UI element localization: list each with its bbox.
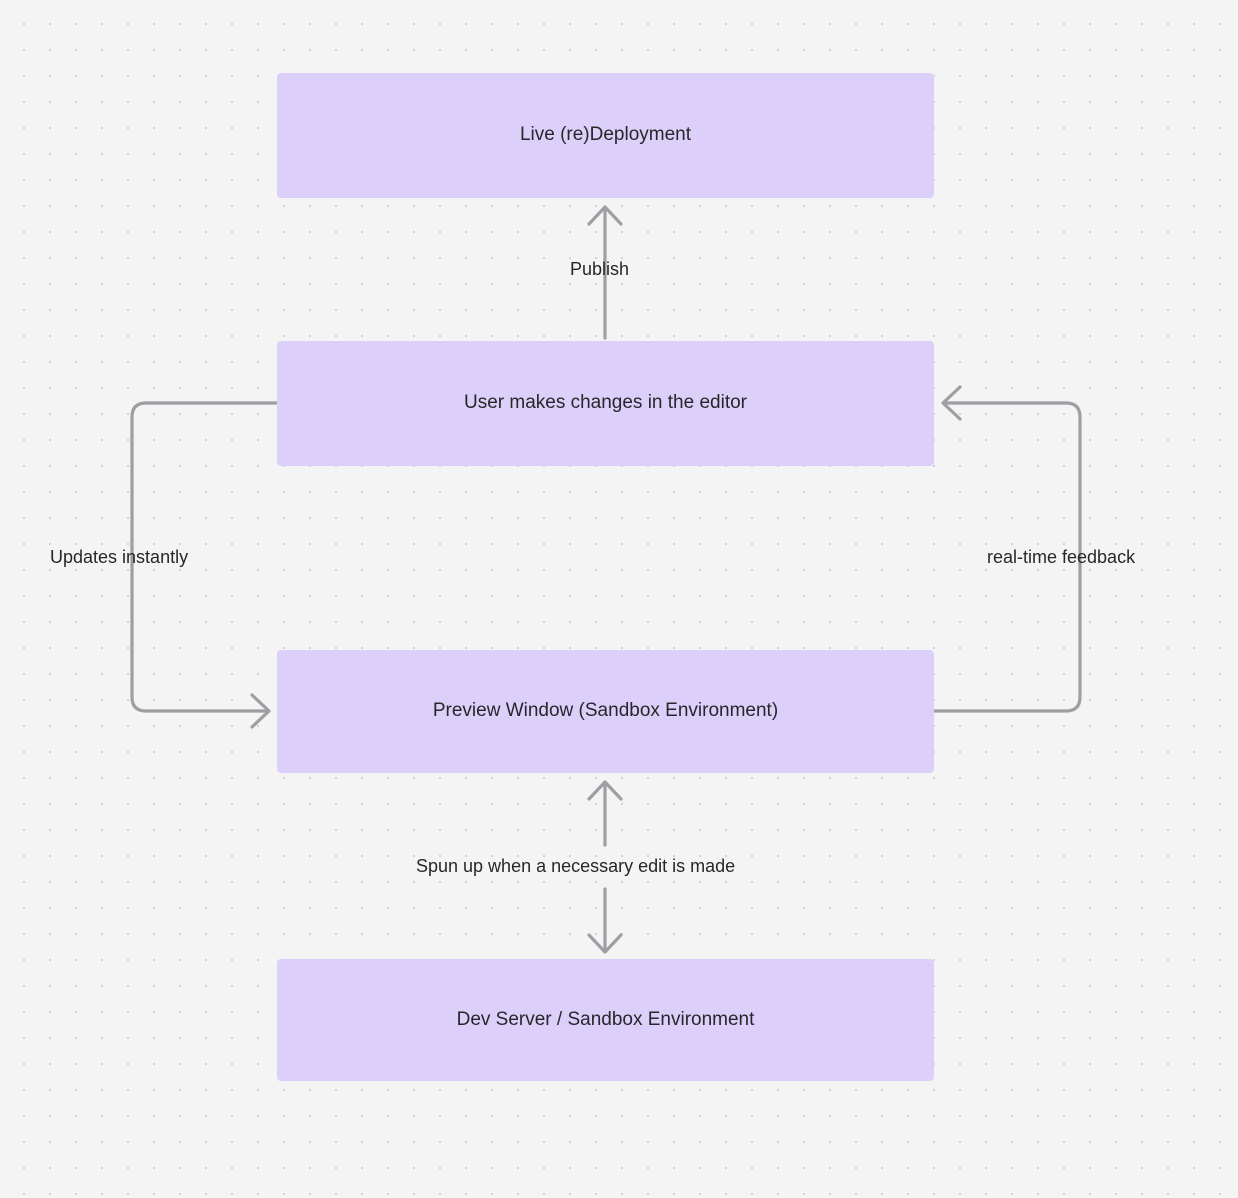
edge-label-real-time-feedback: real-time feedback bbox=[987, 547, 1136, 567]
edge-real-time-feedback-arrowhead bbox=[943, 387, 960, 419]
node-dev-server-label: Dev Server / Sandbox Environment bbox=[456, 1008, 755, 1030]
edge-spun-up-arrowhead-up bbox=[589, 782, 621, 799]
edge-publish-arrowhead bbox=[589, 207, 621, 224]
edge-label-spun-up: Spun up when a necessary edit is made bbox=[416, 856, 736, 876]
node-preview-window-label: Preview Window (Sandbox Environment) bbox=[432, 700, 779, 722]
node-live-deployment-label: Live (re)Deployment bbox=[519, 124, 692, 146]
edge-spun-up-arrowhead-down bbox=[589, 935, 621, 952]
node-live-deployment[interactable] bbox=[277, 73, 934, 198]
node-user-edits[interactable] bbox=[277, 341, 934, 466]
edge-label-updates-instantly: Updates instantly bbox=[50, 547, 189, 567]
node-dev-server[interactable] bbox=[277, 959, 934, 1081]
node-preview-window[interactable] bbox=[277, 650, 934, 773]
edge-label-publish: Publish bbox=[570, 259, 630, 279]
node-user-edits-label: User makes changes in the editor bbox=[463, 392, 748, 414]
edge-updates-instantly-arrowhead bbox=[252, 695, 269, 727]
